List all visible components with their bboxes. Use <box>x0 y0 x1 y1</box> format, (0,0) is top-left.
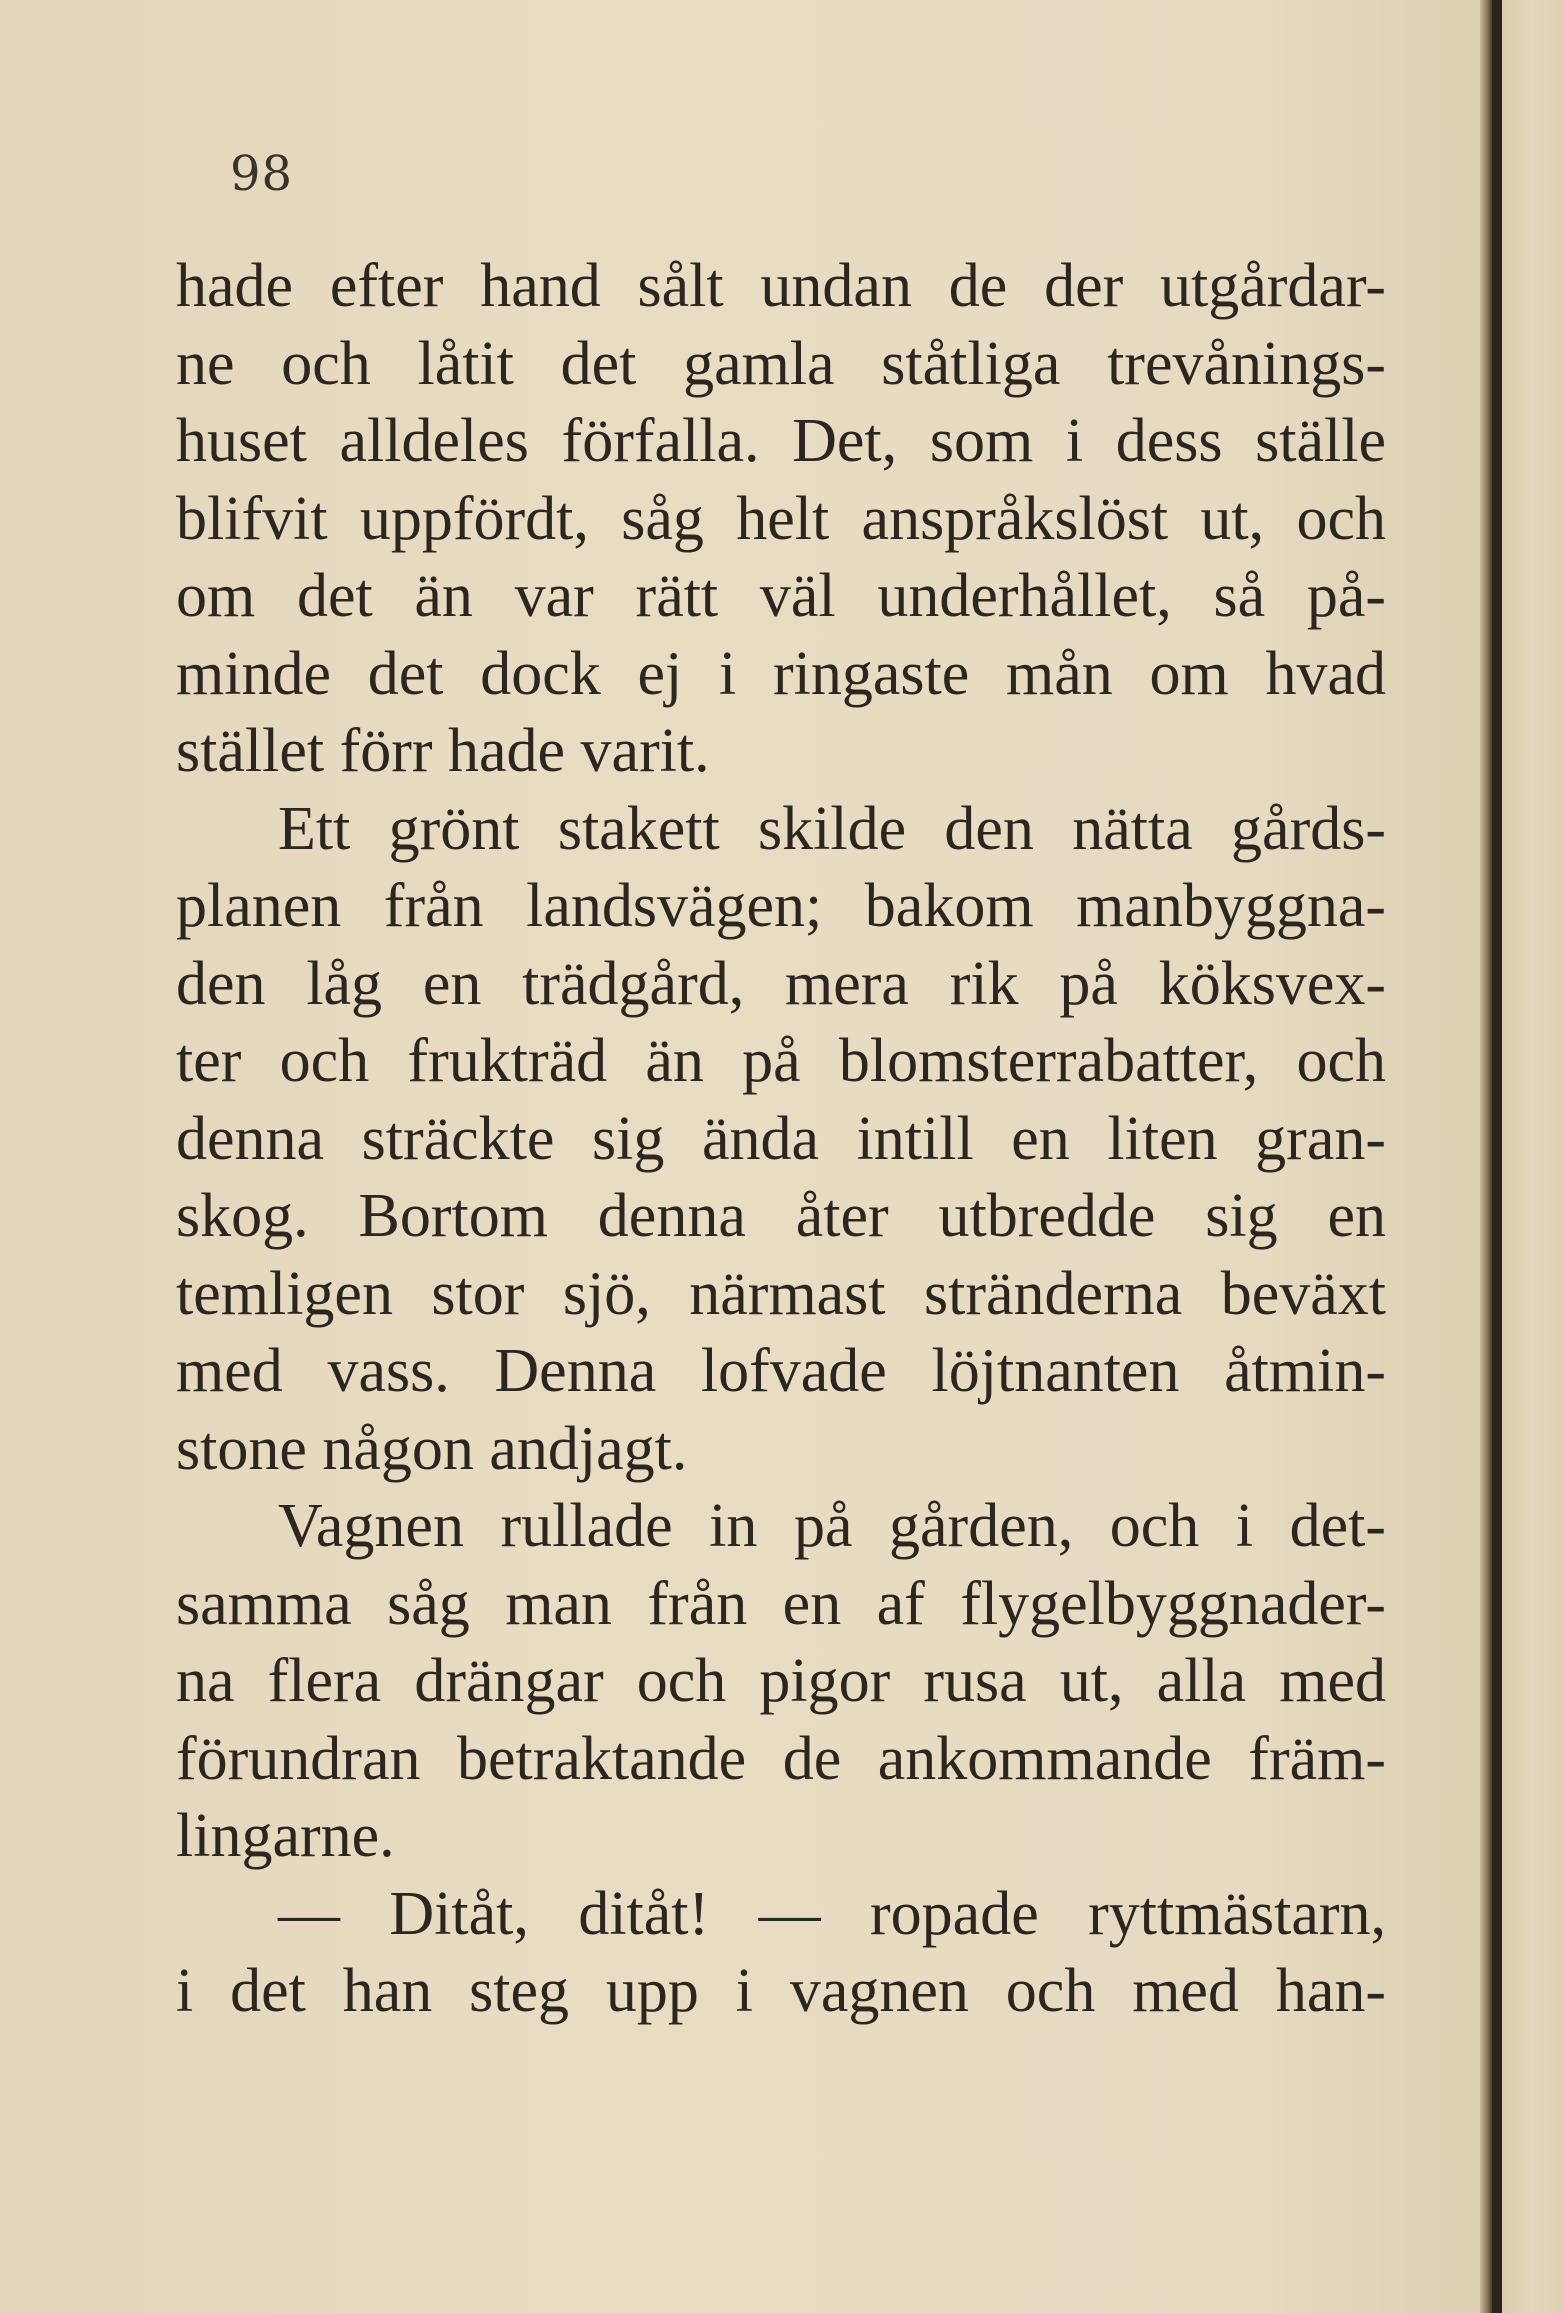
text-line: skog. Bortom denna åter utbredde sig en <box>176 1182 1386 1250</box>
paragraph-first-line: Vagnen rullade in på gården, och i det- <box>278 1492 1386 1560</box>
text-line: den låg en trädgård, mera rik på köksvex- <box>176 949 1386 1018</box>
text-line: med vass. Denna lofvade löjtnanten åtmin- <box>176 1337 1386 1405</box>
text-line: om det än var rätt väl underhållet, så på- <box>176 562 1386 630</box>
text-line: temligen stor sjö, närmast stränderna beväxt <box>176 1259 1386 1328</box>
text-line: minde det dock ej i ringaste mån om hvad <box>176 639 1386 708</box>
text-line: stone någon andjagt. <box>176 1414 688 1483</box>
text-line: blifvit uppfördt, såg helt anspråkslöst ut, och <box>176 484 1386 553</box>
text-line: huset alldeles förfalla. Det, som i dess ställe <box>176 407 1386 475</box>
text-line: na flera drängar och pigor rusa ut, alla med <box>176 1647 1386 1715</box>
body-text <box>176 248 1386 2031</box>
page-number: 98 <box>230 146 294 202</box>
text-line: samma såg man från en af flygelbyggnader- <box>176 1569 1386 1638</box>
text-line: ne och låtit det gamla ståtliga trevånings- <box>176 329 1386 398</box>
text-line: denna sträckte sig ända intill en liten gran- <box>176 1104 1386 1173</box>
text-line: planen från landsvägen; bakom manbyggna- <box>176 872 1386 940</box>
paragraph-first-line: Ett grönt stakett skilde den nätta gårds- <box>278 794 1386 863</box>
page-edge-shadow <box>1492 0 1502 2313</box>
text-line: i det han steg upp i vagnen och med han- <box>176 1957 1386 2025</box>
text-line: stället förr hade varit. <box>176 717 710 785</box>
paragraph-first-line: — Ditåt, ditåt! — ropade ryttmästarn, <box>278 1879 1386 1948</box>
text-line: lingarne. <box>176 1802 395 1870</box>
text-line: ter och frukträd än på blomsterrabatter, och <box>176 1027 1386 1095</box>
next-page-edge <box>1502 0 1563 2313</box>
page-gutter <box>1480 0 1492 2313</box>
text-line: hade efter hand sålt undan de der utgårdar- <box>176 252 1386 320</box>
text-line: förundran betraktande de ankommande främ- <box>176 1724 1386 1793</box>
